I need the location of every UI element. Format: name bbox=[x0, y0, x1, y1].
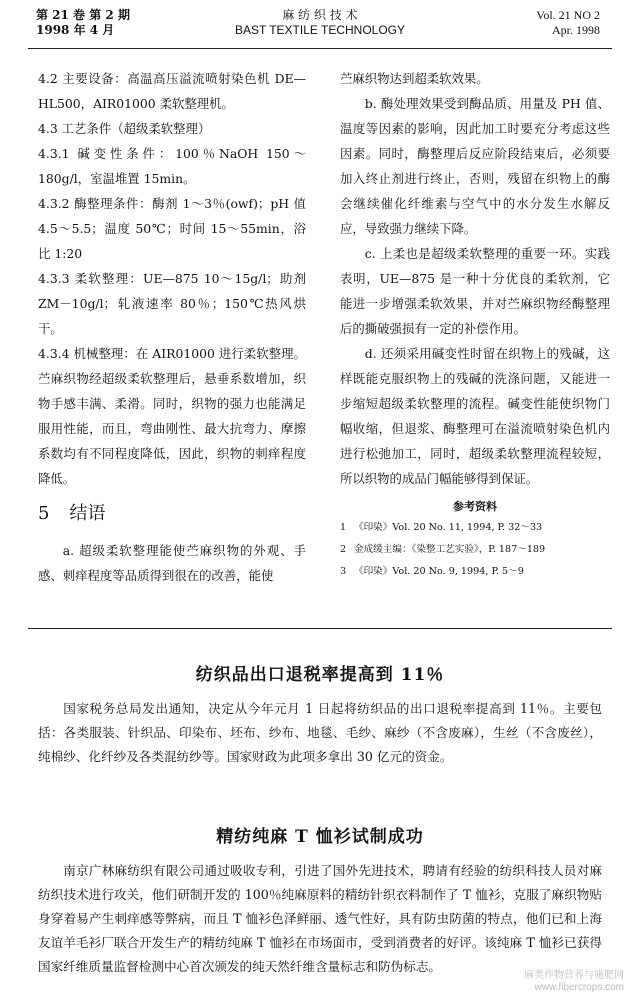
news-body: 南京广林麻纺织有限公司通过吸收专利，引进了国外先进技术，聘请有经验的纺织科技人员对麻纺织技术进行攻关，他们研制开发的 100％纯麻原料的精纺针织衣料制作了 T 恤衫，克服了麻织物贴身穿着易产生刺痒感等弊病，而且 T 恤衫色泽鲜丽、透气性好，具有防虫防菌的特点，他们已和上海友谊羊毛衫厂联合开发生产的精纺纯麻 T 恤衫在市场面市，受到消费者的好评。该纯麻 T 恤衫已获得国家纤维质量监督检测中心首次颁发的纯天然纤维含量标志和防伪标志。 bbox=[38, 863, 602, 974]
journal-title-cn: 麻 纺 织 技 术 bbox=[282, 8, 358, 22]
section-number: 5 bbox=[38, 503, 50, 524]
left-column bbox=[38, 66, 306, 588]
paragraph-continued: 苎麻织物达到超柔软效果。 bbox=[340, 71, 489, 86]
watermark-cn: 麻类作物营养与施肥网 bbox=[524, 970, 624, 981]
section-heading bbox=[38, 501, 306, 526]
paragraph-softening: 4.3.3 柔软整理：UE—875 10～15g/l；助剂 ZM－10g/l；轧液速率 80％；150℃热风烘干。 bbox=[38, 271, 306, 336]
news-title: 纺织品出口退税率提高到 11％ bbox=[195, 665, 445, 685]
news-body: 国家税务总局发出通知，决定从今年元月 1 日起将纺织品的出口退税率提高到 11％。主要包括：各类服装、针织品、印染布、坯布、纱布、地毯、毛纱、麻纱（不含废麻），生丝（不含废丝），纯棉纱、化纤纱及各类混纺纱等。国家财政为此项多拿出 30 亿元的资金。 bbox=[38, 701, 602, 764]
volume-number-en: Vol. 21 NO 2 bbox=[536, 8, 600, 22]
paragraph-conclusion-a: a. 超级柔软整理能使苎麻织物的外观、手感、刺痒程度等品质得到很在的改善，能使 bbox=[38, 543, 306, 583]
news-title: 精纺纯麻 T 恤衫试制成功 bbox=[216, 827, 424, 847]
reference-item: 1 《印染》Vol. 20 No. 11, 1994, P. 32～33 bbox=[340, 522, 543, 533]
news-tax-rebate bbox=[38, 660, 602, 769]
volume-issue: 第 21 卷 第 2 期 bbox=[36, 8, 130, 22]
issue-date: 1998 年 4 月 bbox=[36, 23, 115, 37]
paragraph-conclusion-b: b. 酶处理效果受到酶品质、用量及 PH 值、温度等因素的影响，因此加工时要充分考虑这些因素。同时，酶整理后反应阶段结束后，必须要加入终止剂进行终止，否则，残留在织物上的酶会继续催化纤维素与空气中的水分发生水解反应，导致强力继续下降。 bbox=[340, 96, 610, 236]
section-title: 结语 bbox=[69, 503, 106, 524]
watermark-url: www.fibercrops.com bbox=[534, 982, 624, 993]
news-linen-tshirt bbox=[38, 822, 602, 979]
journal-title-en: BAST TEXTILE TECHNOLOGY bbox=[234, 23, 406, 37]
volume-info-en bbox=[536, 8, 600, 38]
site-watermark bbox=[524, 970, 624, 994]
header-rule bbox=[28, 48, 612, 49]
paragraph-mechanical: 4.3.4 机械整理：在 AIR01000 进行柔软整理。苎麻织物经超级柔软整理后，悬垂系数增加，织物手感丰满、柔滑。同时，织物的强力也能满足服用性能，而且，弯曲刚性、最大抗弯力、摩擦系数均有不同程度降低，因此，织物的刺痒程度降低。 bbox=[38, 346, 306, 486]
issue-date-en: Apr. 1998 bbox=[552, 23, 600, 37]
paragraph-conclusion-d: d. 还须采用碱变性时留在织物上的残碱，这样既能克服织物上的残碱的洗涤问题，又能进一步缩短超级柔软整理的流程。碱变性能使织物门幅收缩，但退浆、酶整理可在溢流喷射染色机内进行松弛加工，同时，超级柔软整理流程较短，所以织物的成品门幅能够得到保证。 bbox=[340, 346, 610, 486]
references-title: 参考资料 bbox=[453, 500, 497, 513]
paragraph-conditions-heading: 4.3 工艺条件（超级柔软整理） bbox=[38, 121, 211, 136]
section-divider bbox=[28, 628, 612, 629]
right-column bbox=[340, 66, 610, 583]
paragraph-alkali: 4.3.1 碱变性条件：100％NaOH 150～180g/l，室温堆置 15min。 bbox=[38, 146, 306, 186]
reference-item: 3 《印染》Vol. 20 No. 9, 1994, P. 5～9 bbox=[340, 566, 524, 577]
reference-item: 2 金成缓主编：《染整工艺实验》，P. 187～189 bbox=[340, 544, 546, 555]
paragraph-equipment: 4.2 主要设备：高温高压溢流喷射染色机 DE—HL500，AIR01000 柔软整理机。 bbox=[38, 71, 306, 111]
paragraph-enzyme: 4.3.2 酶整理条件：酶剂 1～3％(owf)；pH 值 4.5～5.5；温度 50℃；时间 15～55min，浴比 1:20 bbox=[38, 196, 306, 261]
paragraph-conclusion-c: c. 上柔也是超级柔软整理的重要一环。实践表明，UE—875 是一种十分优良的柔软剂，它能进一步增强柔软效果，并对苎麻织物经酶整理后的撕破强损有一定的补偿作用。 bbox=[340, 246, 610, 336]
